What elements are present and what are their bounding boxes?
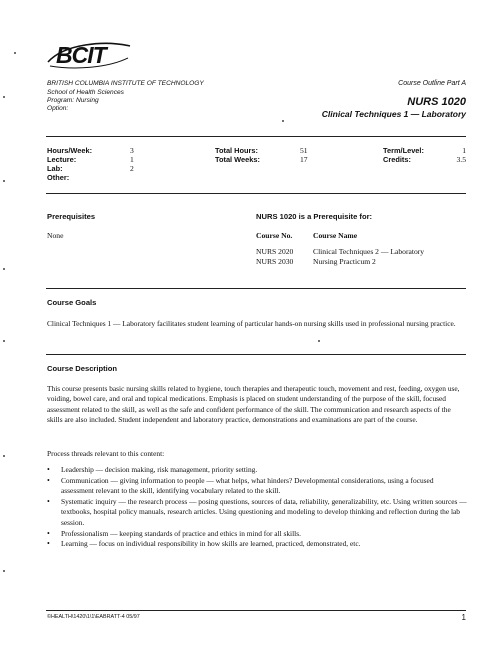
list-item: • Communication — giving information to people — what helps, what hinders? Developmental considerations, using a focused assessment relevant to the skill, identifying vocabulary related to the skill. xyxy=(47,476,467,497)
divider xyxy=(46,288,466,289)
table-cell-course-no: NURS 2020 xyxy=(256,247,294,256)
table-cell-course-no: NURS 2030 xyxy=(256,257,294,266)
list-item: • Systematic inquiry — the research process — posing questions, sources of data, reliability, generalizability, etc. Using written sources — textbooks, hospital policy manuals, research articles. Using questioning and modeling to develop thinking and reflection during the lab session. xyxy=(47,497,467,528)
course-title: Clinical Techniques 1 — Laboratory xyxy=(321,109,466,119)
bcit-logo xyxy=(44,40,134,70)
scan-speck xyxy=(14,52,16,54)
outline-label: Course Outline Part A xyxy=(398,80,466,87)
lecture-value: 1 xyxy=(130,155,134,164)
total-weeks-value: 17 xyxy=(300,155,308,164)
lab-label: Lab: xyxy=(47,164,63,173)
lecture-label: Lecture: xyxy=(47,155,77,164)
prereq-value: None xyxy=(47,231,64,240)
total-weeks-label: Total Weeks: xyxy=(215,155,260,164)
scan-speck xyxy=(3,570,5,572)
footer-divider xyxy=(46,610,466,611)
total-hours-label: Total Hours: xyxy=(215,146,258,155)
logo-text: BCIT xyxy=(56,42,106,68)
divider xyxy=(46,193,466,194)
scan-speck xyxy=(3,180,5,182)
page-number: 1 xyxy=(461,613,466,622)
term-label: Term/Level: xyxy=(383,146,424,155)
scan-speck xyxy=(3,268,5,270)
institute-name: BRITISH COLUMBIA INSTITUTE OF TECHNOLOGY xyxy=(47,80,204,87)
credits-label: Credits: xyxy=(383,155,411,164)
program-name: Program: Nursing xyxy=(47,97,99,104)
scan-speck xyxy=(3,455,5,457)
threads-list xyxy=(47,465,467,550)
goals-heading: Course Goals xyxy=(47,298,97,307)
table-cell-course-name: Clinical Techniques 2 — Laboratory xyxy=(313,247,425,256)
school-name: School of Health Sciences xyxy=(47,89,124,96)
divider xyxy=(46,354,466,355)
goals-text: Clinical Techniques 1 — Laboratory facilitates student learning of particular hands-on nursing skills used in professional nursing practice. xyxy=(47,319,456,328)
description-heading: Course Description xyxy=(47,364,118,373)
list-item: • Professionalism — keeping standards of practice and ethics in mind for all skills. xyxy=(47,529,467,539)
hours-week-label: Hours/Week: xyxy=(47,146,93,155)
divider xyxy=(46,136,466,137)
other-label: Other: xyxy=(47,173,70,182)
lab-value: 2 xyxy=(130,164,134,173)
scan-speck xyxy=(3,96,5,98)
option-label: Option: xyxy=(47,105,69,112)
hours-week-value: 3 xyxy=(130,146,134,155)
course-code: NURS 1020 xyxy=(407,96,466,108)
prereq-for-heading: NURS 1020 is a Prerequisite for: xyxy=(256,212,373,221)
scan-speck xyxy=(3,340,5,342)
footer-code: ©HEALTH\1420\1\1\EABRATT-4 05/97 xyxy=(47,614,140,620)
table-cell-course-name: Nursing Practicum 2 xyxy=(313,257,376,266)
course-name-header: Course Name xyxy=(313,231,358,240)
scan-speck xyxy=(318,340,320,342)
course-no-header: Course No. xyxy=(256,231,293,240)
list-item: • Learning — focus on individual responsibility in how skills are learned, practiced, demonstrated, etc. xyxy=(47,539,467,549)
description-text: This course presents basic nursing skills related to hygiene, touch therapies and therapeutic touch, movement and rest, feeding, oxygen use, voiding, bowel care, and oral and topical medications. Emphasis is placed on student understanding of the purpose of the skill, focused assessment related to the skill, as well as the safe and confident performance of the skill. The communication and research aspects of the skills are also included. Student independent and laboratory practice, demonstrations and examinations are part of the course. xyxy=(47,384,460,425)
credits-value: 3.5 xyxy=(456,155,466,164)
prereq-heading: Prerequisites xyxy=(47,212,96,221)
list-item: • Leadership — decision making, risk management, priority setting. xyxy=(47,465,467,475)
total-hours-value: 51 xyxy=(300,146,308,155)
term-value: 1 xyxy=(462,146,466,155)
scan-speck xyxy=(282,120,284,122)
threads-intro: Process threads relevant to this content: xyxy=(47,449,165,458)
